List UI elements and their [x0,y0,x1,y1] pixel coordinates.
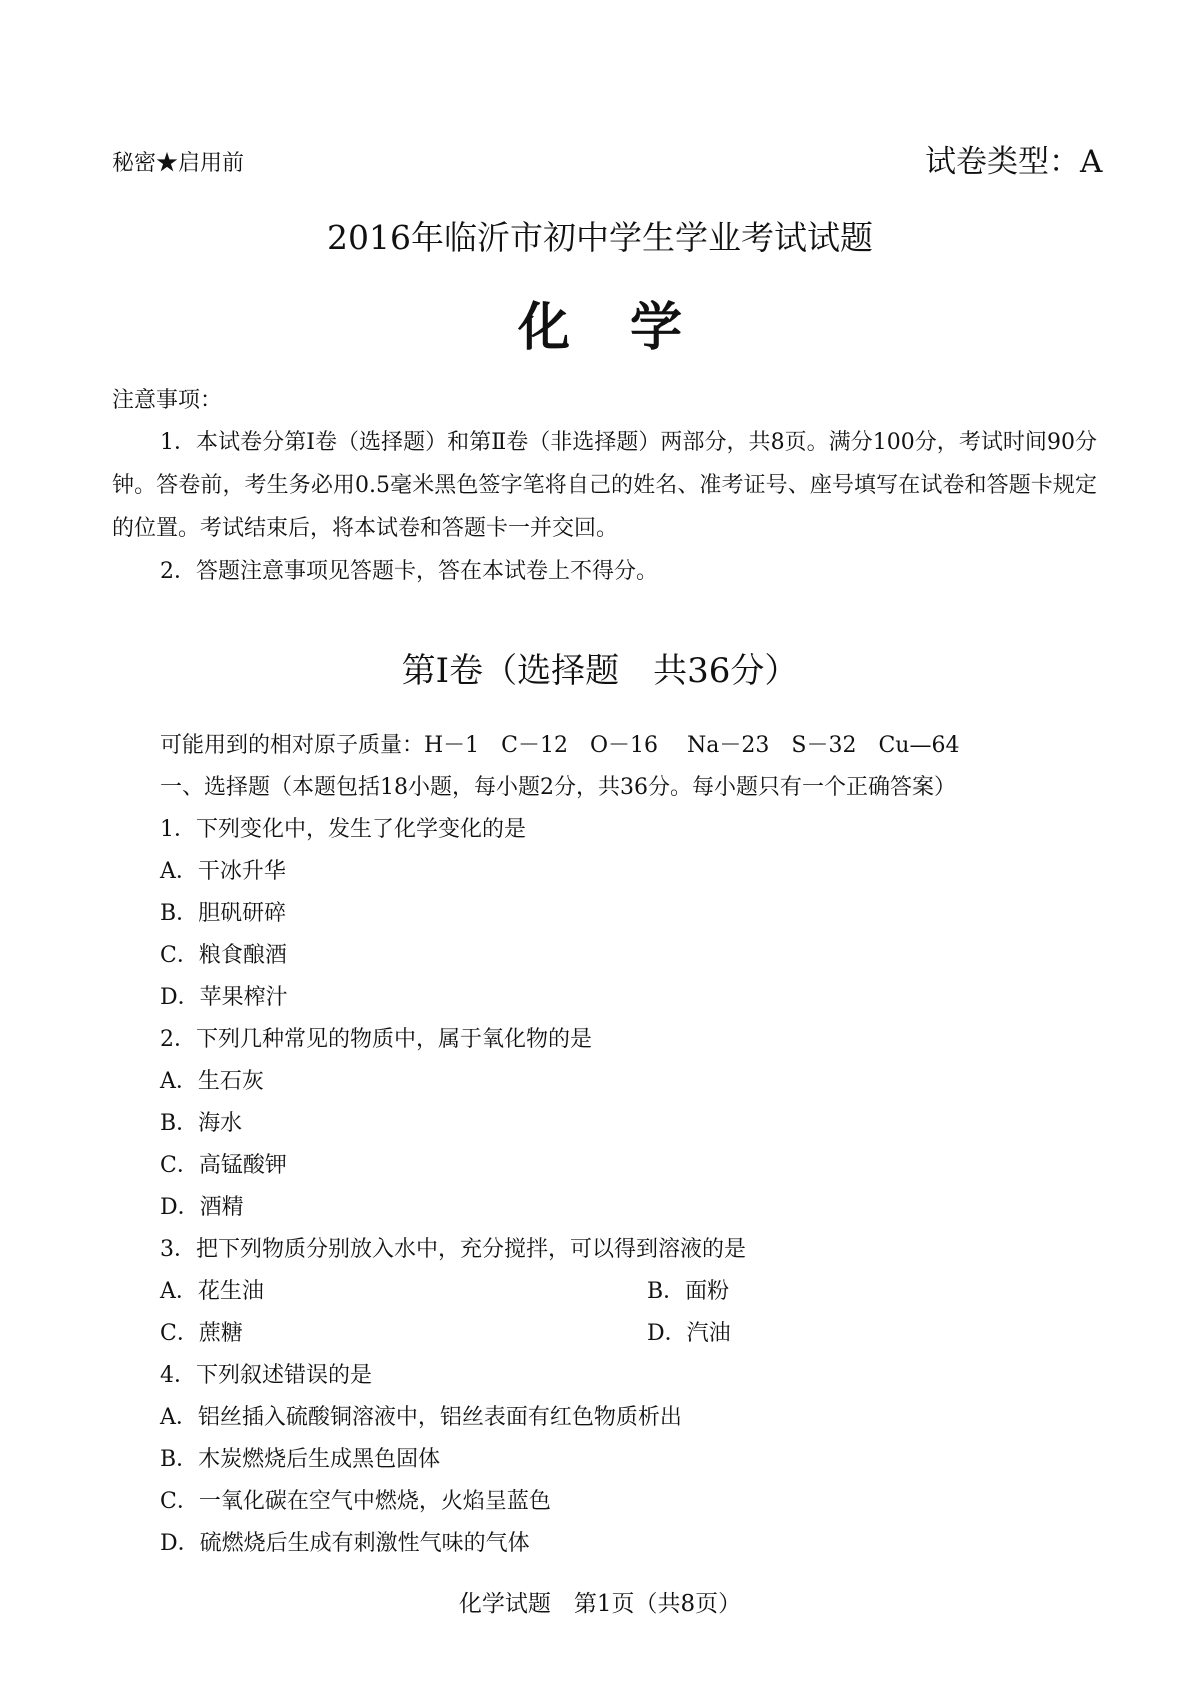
notice-item-1: 1．本试卷分第Ⅰ卷（选择题）和第Ⅱ卷（非选择题）两部分，共8页。满分100分，考试时间90分钟。答卷前，考生务必用0.5毫米黑色签字笔将自己的姓名、准考证号、座号填写在试卷和答题卡规定的位置。考试结束后，将本试卷和答题卡一并交回。 [112,430,1097,541]
notice-heading: 注意事项： [112,388,223,413]
option-c: C．高锰酸钾 [160,1153,287,1178]
option-a: A．铝丝插入硫酸铜溶液中，铝丝表面有红色物质析出 [160,1405,682,1430]
option-b: B．胆矾研碎 [160,901,287,926]
atomic-mass-line: 可能用到的相对原子质量：H－1 C－12 O－16 Na－23 S－32 Cu—64 [160,733,960,758]
option-row [160,1271,1100,1313]
notice-list [112,421,1097,593]
notice-item-2: 2．答题注意事项见答题卡，答在本试卷上不得分。 [160,559,658,584]
question-3 [160,1229,1100,1355]
option-row [160,1313,1100,1355]
option-d: D．酒精 [160,1195,244,1220]
option-c: C．一氧化碳在空气中燃烧，火焰呈蓝色 [160,1489,551,1514]
option-d: D．苹果榨汁 [160,985,288,1010]
option-b: B．面粉 [647,1279,730,1304]
section-title: 第Ⅰ卷（选择题 共36分） [401,651,799,691]
option-d: D．硫燃烧后生成有刺激性气味的气体 [160,1531,530,1556]
question-stem: 1．下列变化中，发生了化学变化的是 [160,817,526,842]
option-d: D．汽油 [647,1321,731,1346]
question-stem: 3．把下列物质分别放入水中，充分搅拌，可以得到溶液的是 [160,1237,746,1262]
question-1 [160,809,1100,1019]
page-footer: 化学试题 第1页（共8页） [458,1591,742,1617]
question-stem: 4．下列叙述错误的是 [160,1363,372,1388]
section-instruction: 一、选择题（本题包括18小题，每小题2分，共36分。每小题只有一个正确答案） [160,775,956,800]
option-c: C．粮食酿酒 [160,943,287,968]
confidential-label: 秘密★启用前 [112,151,245,176]
question-area [160,725,1100,1565]
exam-title: 2016年临沂市初中学生学业考试试题 [327,218,873,257]
option-b: B．海水 [160,1111,243,1136]
question-stem: 2．下列几种常见的物质中，属于氧化物的是 [160,1027,592,1052]
question-2 [160,1019,1100,1229]
question-4 [160,1355,1100,1565]
option-a: A．花生油 [160,1279,264,1304]
subject-title: 化学 [517,297,742,358]
option-c: C．蔗糖 [160,1321,243,1346]
option-b: B．木炭燃烧后生成黑色固体 [160,1447,441,1472]
paper-type-label: 试卷类型：A [925,144,1103,180]
option-a: A．生石灰 [160,1069,264,1094]
option-a: A．干冰升华 [160,859,286,884]
